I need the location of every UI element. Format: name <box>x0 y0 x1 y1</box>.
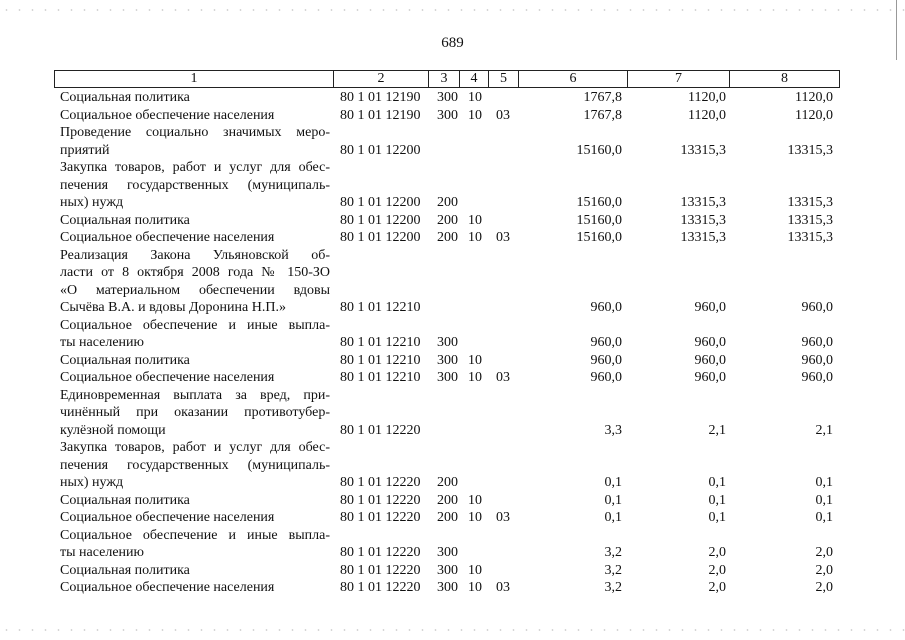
row-name <box>60 387 330 440</box>
row-value8: 13315,3 <box>787 212 833 228</box>
row-col4: 10 <box>468 230 482 245</box>
row-code: 80 1 01 12200 <box>340 195 421 210</box>
row-col4: 10 <box>468 90 482 105</box>
row-col5: 03 <box>496 370 510 385</box>
table-row <box>0 439 905 492</box>
row-name <box>60 229 330 247</box>
row-name <box>60 369 330 387</box>
row-code: 80 1 01 12190 <box>340 107 421 123</box>
header-col-2: 2 <box>377 71 385 86</box>
row-value7: 2,0 <box>708 562 726 578</box>
row-name-line: ты населению <box>60 335 144 350</box>
row-value6: 960,0 <box>590 300 622 315</box>
row-value7: 2,0 <box>708 580 726 595</box>
row-value7: 1120,0 <box>688 90 726 105</box>
table-row <box>0 387 905 440</box>
row-value6: 960,0 <box>590 335 622 350</box>
row-name-line: Социальная политика <box>60 352 190 368</box>
page-number: 689 <box>441 35 464 51</box>
row-code: 80 1 01 12220 <box>340 492 421 508</box>
row-code: 80 1 01 12220 <box>340 475 421 490</box>
row-value8: 13315,3 <box>787 195 833 210</box>
row-value8: 1120,0 <box>795 90 833 105</box>
row-value8: 13315,3 <box>787 142 833 158</box>
row-col3: 200 <box>437 212 458 228</box>
table-row <box>0 492 905 510</box>
row-value6: 3,3 <box>604 422 622 438</box>
row-code: 80 1 01 12220 <box>340 580 421 595</box>
row-code: 80 1 01 12210 <box>340 335 421 350</box>
header-col-3: 3 <box>440 71 448 86</box>
row-code: 80 1 01 12200 <box>340 142 421 158</box>
row-col4: 10 <box>468 352 482 368</box>
row-value8: 960,0 <box>801 300 833 315</box>
row-name <box>60 247 330 317</box>
row-name-line: ных) нужд <box>60 195 124 210</box>
row-value7: 960,0 <box>694 300 726 315</box>
row-col4: 10 <box>468 370 482 385</box>
row-name-line: Социальное обеспечение и иные выпла- <box>60 527 330 543</box>
row-name-line: Социальная политика <box>60 492 190 508</box>
row-value8: 2,0 <box>815 545 833 560</box>
table-row <box>0 317 905 352</box>
row-col3: 300 <box>437 90 458 105</box>
table-row <box>0 369 905 387</box>
table-row <box>0 229 905 247</box>
row-value6: 15160,0 <box>576 195 622 210</box>
row-col4: 10 <box>468 562 482 578</box>
row-code: 80 1 01 12190 <box>340 90 421 105</box>
row-value6: 960,0 <box>590 352 622 368</box>
table-row <box>0 579 905 597</box>
row-code: 80 1 01 12210 <box>340 370 421 385</box>
row-value8: 2,0 <box>815 580 833 595</box>
row-name-line: Закупка товаров, работ и услуг для обес- <box>60 160 330 175</box>
row-value6: 15160,0 <box>576 212 622 228</box>
row-name <box>60 212 330 230</box>
header-col-6: 6 <box>569 71 577 86</box>
row-col3: 300 <box>437 352 458 368</box>
row-name-line: Социальное обеспечение населения <box>60 580 275 595</box>
table-row <box>0 352 905 370</box>
row-col5: 03 <box>496 230 510 245</box>
row-name-line: Сычёва В.А. и вдовы Доронина Н.П.» <box>60 300 286 315</box>
table-body <box>0 89 905 597</box>
row-name-line: ты населению <box>60 545 144 560</box>
row-name-line: Единовременная выплата за вред, при- <box>60 387 330 403</box>
row-value6: 0,1 <box>604 492 622 508</box>
header-col-1: 1 <box>190 71 198 86</box>
table-row <box>0 124 905 159</box>
row-value7: 0,1 <box>708 510 726 525</box>
row-col5: 03 <box>496 580 510 595</box>
row-col4: 10 <box>468 510 482 525</box>
row-name <box>60 89 330 107</box>
row-value8: 0,1 <box>815 510 833 525</box>
row-name <box>60 562 330 580</box>
row-col3: 300 <box>437 545 458 560</box>
row-value8: 960,0 <box>801 335 833 350</box>
row-name-line: чинённый при оказании противотубер- <box>60 405 330 420</box>
header-col-7: 7 <box>675 71 682 86</box>
row-col3: 200 <box>437 230 458 245</box>
row-col3: 200 <box>437 195 458 210</box>
row-value7: 13315,3 <box>680 212 726 228</box>
row-value7: 960,0 <box>694 335 726 350</box>
row-value6: 1767,8 <box>583 107 622 123</box>
row-value7: 13315,3 <box>680 230 726 245</box>
table-header <box>54 70 840 88</box>
row-name-line: Социальное обеспечение населения <box>60 370 275 385</box>
header-col-8: 8 <box>781 71 788 86</box>
table-row <box>0 89 905 107</box>
row-col3: 200 <box>437 492 458 508</box>
row-col4: 10 <box>468 212 482 228</box>
row-code: 80 1 01 12220 <box>340 545 421 560</box>
row-code: 80 1 01 12220 <box>340 562 421 578</box>
row-col3: 200 <box>437 510 458 525</box>
scan-noise-top <box>0 8 905 12</box>
row-col5: 03 <box>496 510 510 525</box>
row-value8: 13315,3 <box>787 230 833 245</box>
row-name-line: Социальная политика <box>60 90 190 105</box>
row-name <box>60 579 330 597</box>
row-name-line: ласти от 8 октября 2008 года № 150-ЗО <box>60 265 330 280</box>
row-value8: 960,0 <box>801 352 833 368</box>
row-col5: 03 <box>496 107 510 123</box>
table-row <box>0 562 905 580</box>
row-value7: 0,1 <box>708 492 726 508</box>
row-name-line: Социальное обеспечение и иные выпла- <box>60 317 330 333</box>
row-name-line: ных) нужд <box>60 475 124 490</box>
row-value8: 2,0 <box>815 562 833 578</box>
row-name-line: Социальная политика <box>60 562 190 578</box>
row-name-line: приятий <box>60 142 110 158</box>
table-row <box>0 527 905 562</box>
row-col4: 10 <box>468 492 482 508</box>
row-value6: 15160,0 <box>576 142 622 158</box>
row-value6: 3,2 <box>604 562 622 578</box>
row-name <box>60 509 330 527</box>
row-name <box>60 317 330 352</box>
row-value6: 0,1 <box>604 510 622 525</box>
row-col3: 300 <box>437 107 458 123</box>
row-code: 80 1 01 12220 <box>340 422 421 438</box>
row-col3: 200 <box>437 475 458 490</box>
row-name-line: Проведение социально значимых меро- <box>60 125 330 140</box>
row-col4: 10 <box>468 107 482 123</box>
row-code: 80 1 01 12210 <box>340 352 421 368</box>
table-row <box>0 159 905 212</box>
row-name-line: Социальное обеспечение населения <box>60 510 275 525</box>
row-name-line: Социальная политика <box>60 212 190 228</box>
row-value7: 2,1 <box>708 422 726 438</box>
row-col3: 300 <box>437 580 458 595</box>
row-value7: 0,1 <box>708 475 726 490</box>
row-name-line: Социальное обеспечение населения <box>60 107 275 123</box>
row-value6: 3,2 <box>604 545 622 560</box>
row-value7: 960,0 <box>694 352 726 368</box>
row-name <box>60 107 330 125</box>
header-col-4: 4 <box>470 71 478 86</box>
row-value7: 13315,3 <box>680 195 726 210</box>
row-code: 80 1 01 12220 <box>340 510 421 525</box>
table-row <box>0 509 905 527</box>
row-col3: 300 <box>437 562 458 578</box>
row-code: 80 1 01 12200 <box>340 230 421 245</box>
table-row <box>0 212 905 230</box>
row-value6: 15160,0 <box>576 230 622 245</box>
row-name-line: «О материальном обеспечении вдовы <box>60 282 330 298</box>
row-name-line: Реализация Закона Ульяновской об- <box>60 247 330 263</box>
table-row <box>0 107 905 125</box>
row-name-line: Социальное обеспечение населения <box>60 230 275 245</box>
row-value8: 1120,0 <box>795 107 833 123</box>
row-value8: 0,1 <box>815 492 833 508</box>
row-name-line: Закупка товаров, работ и услуг для обес- <box>60 440 330 455</box>
row-col3: 300 <box>437 335 458 350</box>
row-code: 80 1 01 12200 <box>340 212 421 228</box>
row-name-line: кулёзной помощи <box>60 422 166 438</box>
row-value6: 1767,8 <box>583 90 622 105</box>
row-value7: 1120,0 <box>688 107 726 123</box>
row-name <box>60 439 330 492</box>
row-name-line: печения государственных (муниципаль- <box>60 177 330 193</box>
row-name <box>60 352 330 370</box>
row-value8: 2,1 <box>815 422 833 438</box>
row-value6: 3,2 <box>604 580 622 595</box>
row-value6: 960,0 <box>590 370 622 385</box>
scan-noise-bottom <box>0 628 905 632</box>
row-value8: 0,1 <box>815 475 833 490</box>
header-col-5: 5 <box>500 71 507 86</box>
row-col3: 300 <box>437 370 458 385</box>
row-name <box>60 527 330 562</box>
row-code: 80 1 01 12210 <box>340 300 421 315</box>
row-value7: 960,0 <box>694 370 726 385</box>
row-col4: 10 <box>468 580 482 595</box>
row-value7: 13315,3 <box>680 142 726 158</box>
table-row <box>0 247 905 317</box>
row-name <box>60 492 330 510</box>
row-value8: 960,0 <box>801 370 833 385</box>
row-value7: 2,0 <box>708 545 726 560</box>
row-name <box>60 159 330 212</box>
row-name-line: печения государственных (муниципаль- <box>60 457 330 473</box>
row-value6: 0,1 <box>604 475 622 490</box>
row-name <box>60 124 330 159</box>
